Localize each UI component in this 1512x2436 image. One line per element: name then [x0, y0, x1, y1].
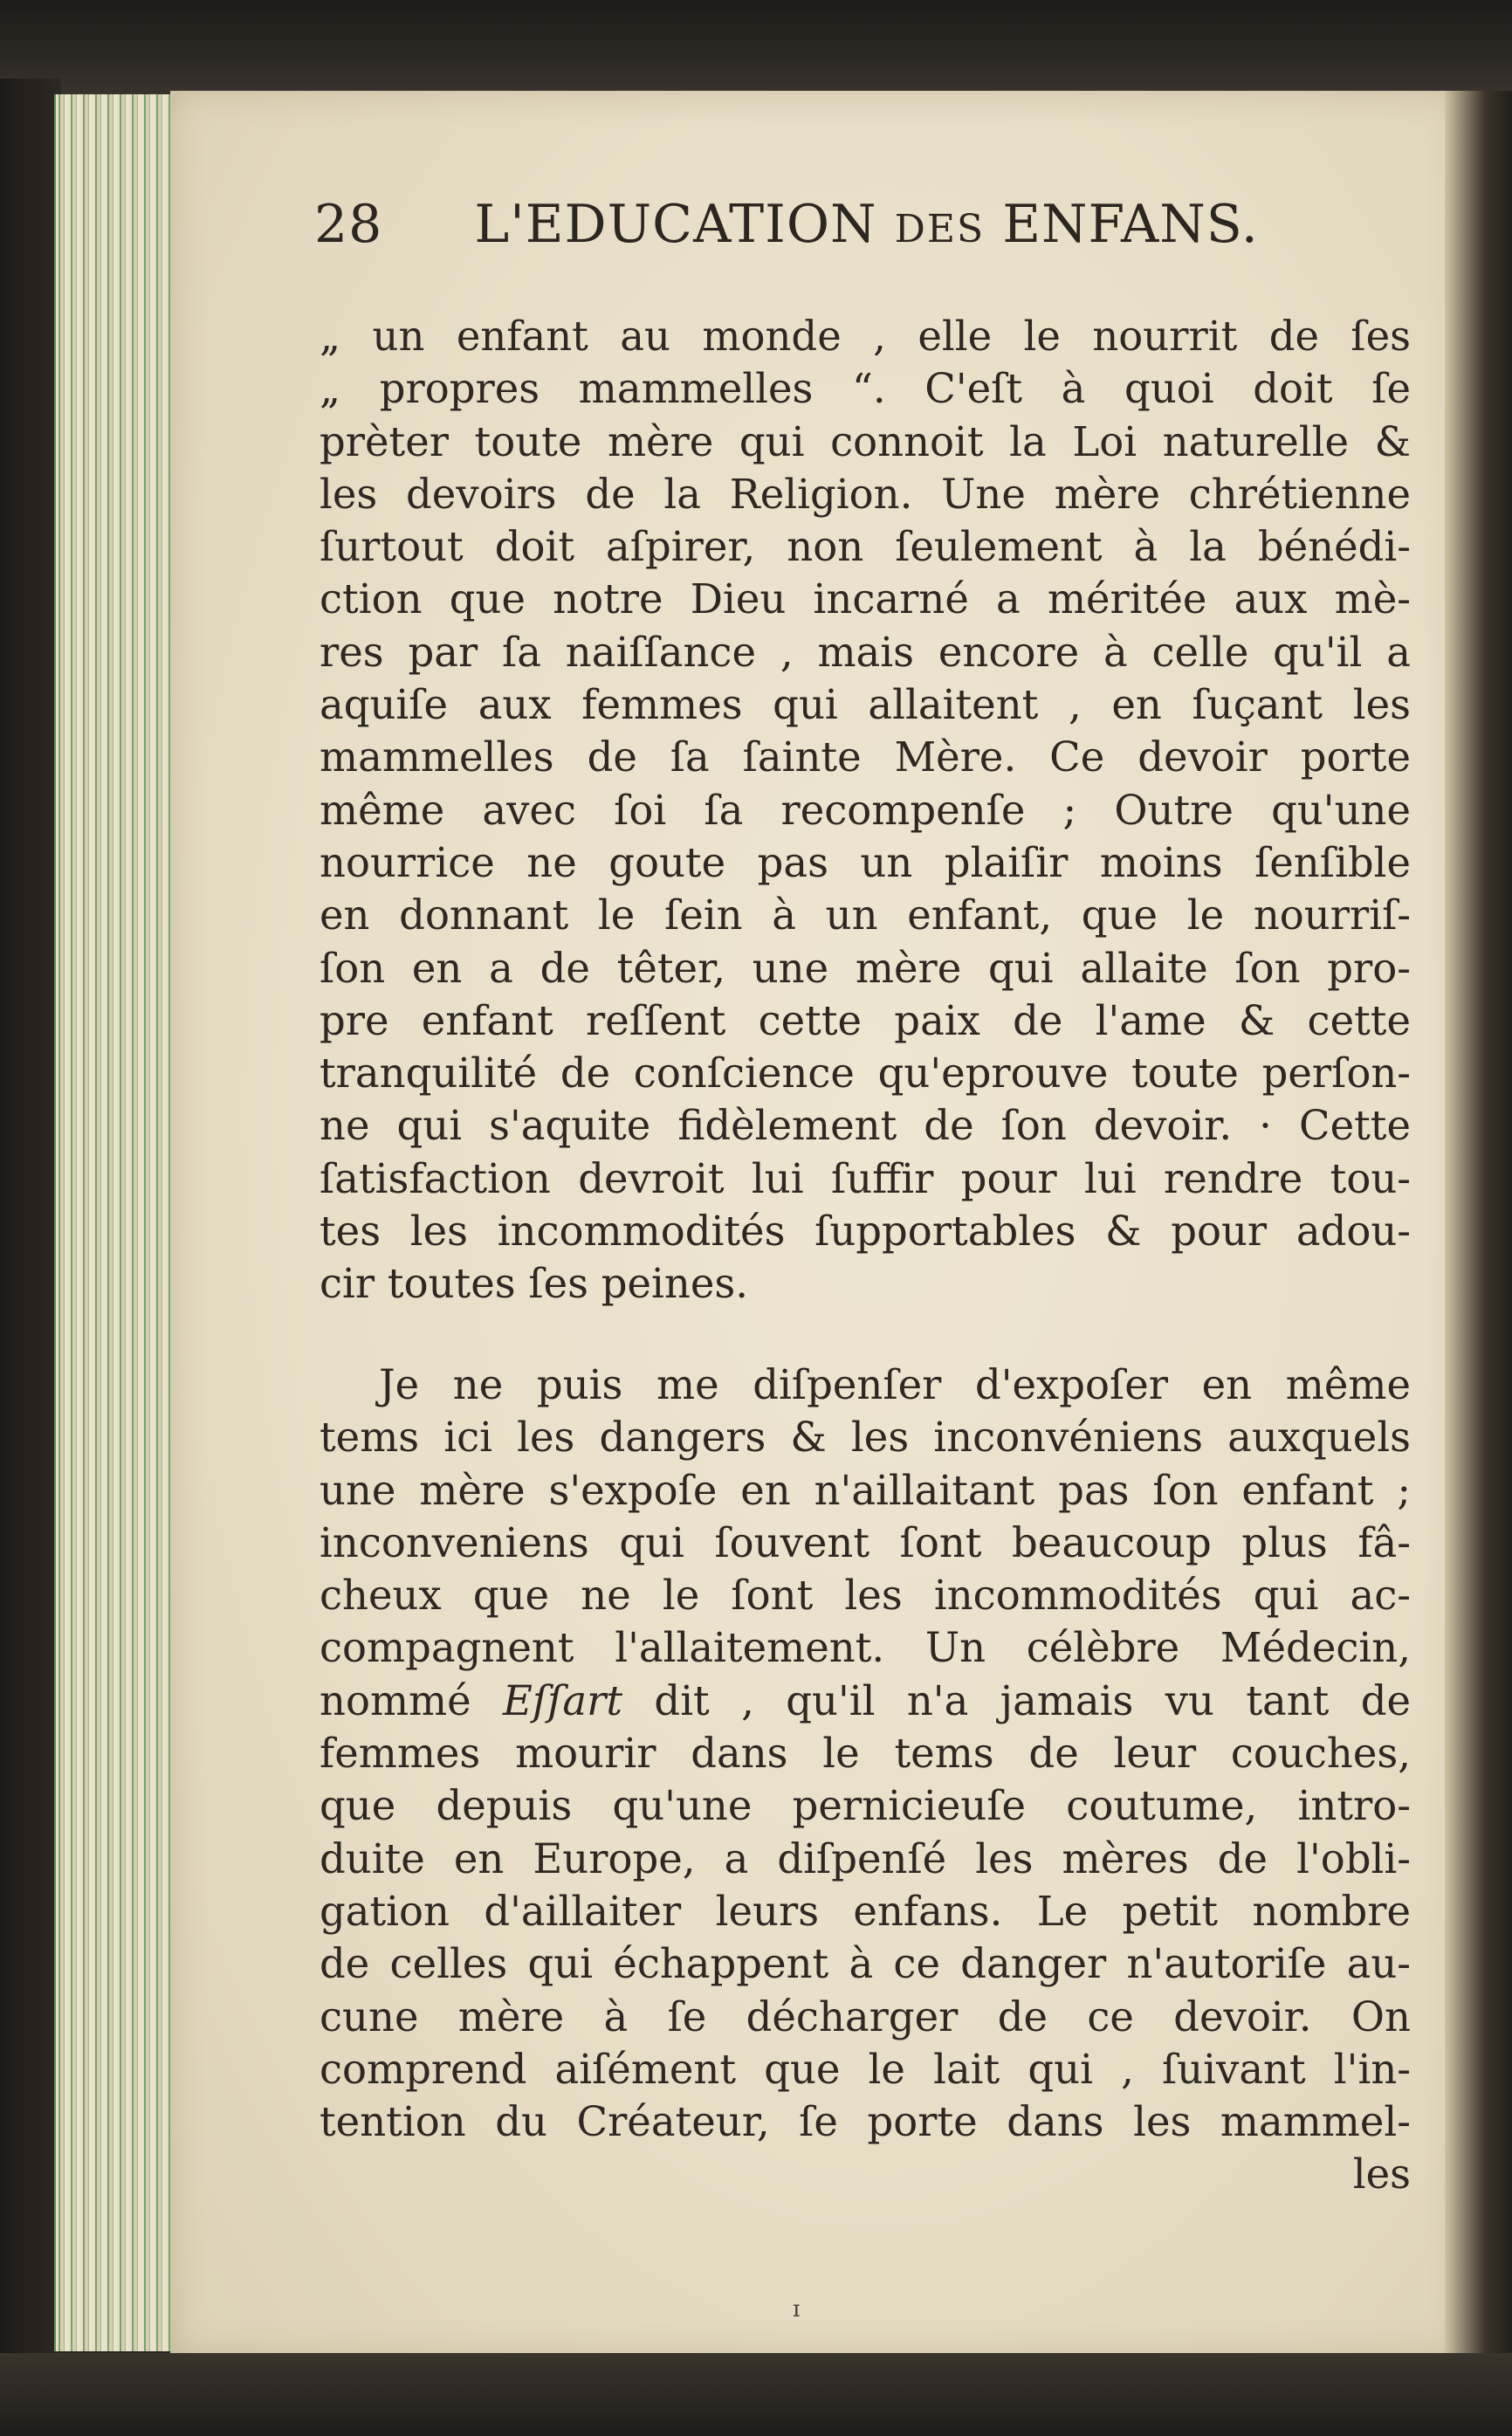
- text-line: res par ſa naiſſance , mais encore à celle qu'il a: [320, 628, 1411, 676]
- text-line: tems ici les dangers & les inconvéniens auxquels: [320, 1414, 1411, 1462]
- text-line: nourrice ne goute pas un plaiſir moins ſenſible: [320, 838, 1411, 886]
- text-line: ſon en a de têter, une mère qui allaite ſon pro-: [320, 944, 1411, 992]
- catchword: les: [1352, 2150, 1411, 2199]
- scan-background-top: [0, 0, 1512, 96]
- text-span: dit , qu'il n'a jamais vu tant de: [654, 1676, 1412, 1724]
- page-gutter-shadow: [1445, 91, 1512, 2357]
- text-line: de celles qui échappent à ce danger n'autoriſe au-: [320, 1940, 1411, 1988]
- text-line: pre enfant reſſent cette paix de l'ame & cette: [320, 996, 1411, 1044]
- text-line: prèter toute mère qui connoit la Loi naturelle &: [320, 417, 1411, 465]
- text-line: tes les incommodités ſupportables & pour adou-: [320, 1208, 1411, 1256]
- running-header: [314, 194, 1257, 255]
- page-number: 28: [314, 194, 383, 255]
- text-line: compagnent l'allaitement. Un célèbre Médecin,: [320, 1624, 1411, 1672]
- text-line: gation d'aillaiter leurs enfans. Le petit nombre: [320, 1887, 1411, 1935]
- text-line: „ propres mammelles “. C'eſt à quoi doit ſe: [320, 365, 1411, 413]
- header-title-1: L'EDUCATION: [474, 194, 877, 255]
- text-line: duite en Europe, a diſpenſé les mères de l'obli-: [320, 1834, 1411, 1882]
- header-title-3: ENFANS.: [1002, 194, 1259, 255]
- text-line: ſatisfaction devroit lui ſuffir pour lui rendre tou-: [320, 1154, 1411, 1202]
- text-line: en donnant le ſein à un enfant, que le nourriſ-: [320, 891, 1411, 939]
- text-span: nommé: [320, 1676, 471, 1724]
- text-line: une mère s'expoſe en n'aillaitant pas ſon enfant ;: [320, 1466, 1411, 1514]
- paragraph-1: [320, 310, 1411, 1311]
- text-line: tention du Créateur, ſe porte dans les mammel-: [320, 2098, 1411, 2146]
- text-line: tranquilité de conſcience qu'eprouve toute perſon-: [320, 1049, 1411, 1098]
- text-line: ſurtout doit aſpirer, non ſeulement à la bénédi-: [320, 523, 1411, 571]
- text-line: inconveniens qui ſouvent ſont beaucoup plus fâ-: [320, 1518, 1411, 1566]
- paragraph-2: [320, 1359, 1411, 2201]
- text-line: Je ne puis me diſpenſer d'expoſer en même: [379, 1361, 1411, 1408]
- text-line: cune mère à ſe décharger de ce devoir. On: [320, 1992, 1411, 2040]
- scan-background-bottom: [0, 2353, 1512, 2436]
- book-cover-edge: [0, 79, 61, 2436]
- text-line: mammelles de ſa ſainte Mère. Ce devoir porte: [320, 733, 1411, 781]
- text-line: cir toutes ſes peines.: [320, 1260, 749, 1308]
- text-line: aquiſe aux femmes qui allaitent , en ſuçant les: [320, 681, 1411, 729]
- text-line: femmes mourir dans le tems de leur couches,: [320, 1730, 1411, 1778]
- author-name: Eſſart: [503, 1676, 623, 1724]
- text-line: cheux que ne le ſont les incommodités qui ac-: [320, 1572, 1411, 1620]
- signature-mark: ɪ: [793, 2296, 801, 2322]
- text-line: „ un enfant au monde , elle le nourrit de ſes: [320, 313, 1411, 360]
- text-line: comprend aiſément que le lait qui , ſuivant l'in-: [320, 2045, 1411, 2093]
- text-line: [320, 1675, 1411, 1727]
- text-line: les devoirs de la Religion. Une mère chrétienne: [320, 470, 1411, 518]
- text-line: ne qui s'aquite fidèlement de ſon devoir. · Cette: [320, 1102, 1411, 1150]
- header-title-2: DES: [894, 207, 986, 251]
- text-line: ction que notre Dieu incarné a méritée aux mè-: [320, 575, 1411, 623]
- page-stack-edges: [54, 94, 187, 2351]
- text-line: même avec ſoi ſa recompenſe ; Outre qu'une: [320, 786, 1411, 834]
- text-line: que depuis qu'une pernicieuſe coutume, intro-: [320, 1782, 1411, 1830]
